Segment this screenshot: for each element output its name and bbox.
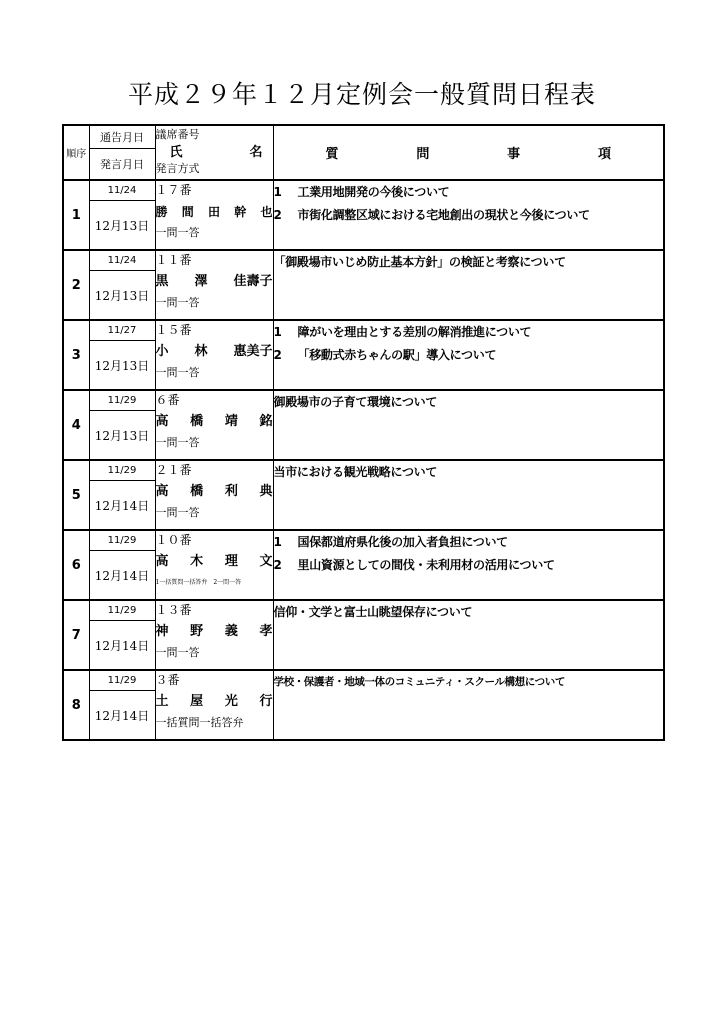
question-number: 1 — [273, 325, 282, 339]
header-question — [274, 143, 664, 162]
order-number: 8 — [63, 670, 89, 740]
speech-style: 一問一答 — [155, 226, 200, 239]
header-name-char-1: 氏 — [169, 145, 183, 160]
order-number: 3 — [63, 320, 89, 390]
question-text: 「御殿場市いじめ防止基本方針」の検証と考察について — [273, 255, 566, 269]
member-name-part: 神 — [155, 624, 169, 639]
member-name-part: 理 — [224, 554, 238, 569]
member-name-part: 土 — [155, 694, 169, 709]
member-name-part: 靖 — [224, 414, 238, 429]
seat-number: ６番 — [155, 393, 180, 407]
question-number: 2 — [273, 208, 282, 222]
question-item — [274, 181, 664, 204]
header-seat-cell — [155, 125, 273, 180]
speech-date: 12月14日 — [89, 481, 155, 531]
notice-date: 11/29 — [89, 460, 155, 481]
header-notice-date: 通告月日 — [89, 125, 155, 149]
schedule-table — [62, 124, 665, 741]
question-cell — [273, 250, 664, 320]
order-number: 2 — [63, 250, 89, 320]
question-number: 2 — [273, 348, 282, 362]
question-number: 1 — [273, 535, 282, 549]
header-question-cell — [273, 125, 664, 180]
question-item — [274, 251, 664, 274]
table-row — [63, 250, 664, 271]
speech-style: 一問一答 — [155, 296, 200, 309]
speech-style: 一問一答 — [155, 436, 200, 449]
member-name — [156, 620, 273, 644]
question-text: 当市における観光戦略について — [273, 465, 438, 479]
member-name-part: 銘 — [259, 414, 273, 429]
member-name-part: 林 — [194, 344, 208, 359]
header-order: 順序 — [63, 125, 89, 180]
member-name-part: 勝 — [155, 205, 168, 219]
header-question-char-2: 問 — [416, 147, 430, 162]
notice-date: 11/29 — [89, 600, 155, 621]
member-name — [156, 690, 273, 714]
header-speech-style: 発言方式 — [155, 162, 200, 175]
member-name-part: 高 — [155, 484, 169, 499]
table-row — [63, 390, 664, 411]
order-number: 4 — [63, 390, 89, 460]
member-name-part: 惠美子 — [233, 344, 273, 359]
seat-number: １０番 — [155, 533, 192, 547]
order-number: 6 — [63, 530, 89, 600]
question-cell — [273, 180, 664, 250]
member-name-part: 高 — [155, 414, 169, 429]
table-row — [63, 600, 664, 621]
question-text: 「移動式赤ちゃんの駅」導入について — [297, 348, 497, 362]
member-name-part: 田 — [207, 205, 220, 219]
question-text: 市街化調整区域における宅地創出の現状と今後について — [297, 208, 590, 222]
member-name-part: 澤 — [194, 274, 208, 289]
member-name — [156, 410, 273, 434]
table-row — [63, 180, 664, 201]
member-name-part: 小 — [155, 344, 169, 359]
speech-date: 12月13日 — [89, 341, 155, 391]
speech-date: 12月13日 — [89, 271, 155, 321]
page-title: 平成２９年１２月定例会一般質問日程表 — [127, 80, 596, 109]
table-row — [63, 460, 664, 481]
notice-date: 11/24 — [89, 250, 155, 271]
header-name-char-2: 名 — [249, 145, 263, 160]
member-name-part: 義 — [224, 624, 238, 639]
table-row — [63, 670, 664, 691]
header-question-char-3: 事 — [507, 147, 521, 162]
member-name-part: 文 — [259, 554, 273, 569]
question-item — [274, 344, 664, 367]
order-number: 1 — [63, 180, 89, 250]
member-name-part: 利 — [224, 484, 238, 499]
question-cell — [273, 670, 664, 740]
member-name-part: 橋 — [190, 414, 204, 429]
member-cell — [155, 250, 273, 320]
notice-date: 11/24 — [89, 180, 155, 201]
member-name-part: 野 — [190, 624, 204, 639]
header-question-char-4: 項 — [597, 147, 611, 162]
seat-number: １５番 — [155, 323, 192, 337]
question-text: 工業用地開発の今後について — [297, 185, 450, 199]
member-name-part: 光 — [224, 694, 238, 709]
member-name-part: 高 — [155, 554, 169, 569]
question-cell — [273, 390, 664, 460]
speech-style: 1一括質問一括答弁 2一問一答 — [155, 579, 242, 586]
question-cell — [273, 530, 664, 600]
question-item — [274, 391, 664, 414]
speech-date: 12月13日 — [89, 201, 155, 251]
member-name — [156, 200, 273, 224]
question-item — [274, 321, 664, 344]
notice-date: 11/29 — [89, 670, 155, 691]
member-name-part: 木 — [190, 554, 204, 569]
question-text: 里山資源としての間伐・未利用材の活用について — [297, 558, 555, 572]
member-name-part: 典 — [259, 484, 273, 499]
header-question-char-1: 質 — [325, 147, 339, 162]
member-name-part: 孝 — [259, 624, 273, 639]
member-name-part: 屋 — [190, 694, 204, 709]
seat-number: １３番 — [155, 603, 192, 617]
speech-style: 一括質問一括答弁 — [155, 716, 244, 729]
member-name — [156, 270, 273, 294]
notice-date: 11/27 — [89, 320, 155, 341]
speech-date: 12月14日 — [89, 691, 155, 741]
member-cell — [155, 320, 273, 390]
member-name-part: 行 — [259, 694, 273, 709]
question-text: 障がいを理由とする差別の解消推進について — [297, 325, 532, 339]
table-row — [63, 530, 664, 551]
order-number: 5 — [63, 460, 89, 530]
notice-date: 11/29 — [89, 530, 155, 551]
speech-style: 一問一答 — [155, 506, 200, 519]
header-seat-number: 議席番号 — [155, 128, 200, 141]
header-name — [156, 142, 273, 162]
question-item — [274, 671, 664, 694]
member-name — [156, 340, 273, 364]
member-cell — [155, 180, 273, 250]
table-row — [63, 320, 664, 341]
seat-number: １１番 — [155, 253, 192, 267]
question-text: 国保都道府県化後の加入者負担について — [297, 535, 508, 549]
member-cell — [155, 600, 273, 670]
member-cell — [155, 390, 273, 460]
member-cell — [155, 530, 273, 600]
question-number: 2 — [273, 558, 282, 572]
seat-number: ２１番 — [155, 463, 192, 477]
seat-number: ３番 — [155, 673, 180, 687]
member-name-part: 間 — [181, 205, 194, 219]
question-cell — [273, 320, 664, 390]
speech-date: 12月14日 — [89, 621, 155, 671]
notice-date: 11/29 — [89, 390, 155, 411]
question-cell — [273, 600, 664, 670]
member-name — [156, 550, 273, 574]
speech-style: 一問一答 — [155, 366, 200, 379]
member-name-part: 橋 — [190, 484, 204, 499]
speech-date: 12月13日 — [89, 411, 155, 461]
question-item — [274, 554, 664, 577]
question-item — [274, 601, 664, 624]
question-item — [274, 204, 664, 227]
member-cell — [155, 670, 273, 740]
member-name-part: 幹 — [234, 205, 247, 219]
question-text: 学校・保護者・地域一体のコミュニティ・スクール構想について — [273, 676, 565, 688]
header-row-top — [63, 125, 664, 149]
question-number: 1 — [273, 185, 282, 199]
member-cell — [155, 460, 273, 530]
question-item — [274, 531, 664, 554]
member-name-part: 黒 — [155, 274, 169, 289]
seat-number: １７番 — [155, 183, 192, 197]
question-item — [274, 461, 664, 484]
member-name-part: 佳壽子 — [233, 274, 273, 289]
speech-date: 12月14日 — [89, 551, 155, 601]
member-name — [156, 480, 273, 504]
question-text: 御殿場市の子育て環境について — [273, 395, 438, 409]
member-name-part: 也 — [260, 205, 273, 219]
question-text: 信仰・文学と富士山眺望保存について — [273, 605, 473, 619]
order-number: 7 — [63, 600, 89, 670]
header-speech-date: 発言月日 — [89, 149, 155, 181]
question-cell — [273, 460, 664, 530]
speech-style: 一問一答 — [155, 646, 200, 659]
